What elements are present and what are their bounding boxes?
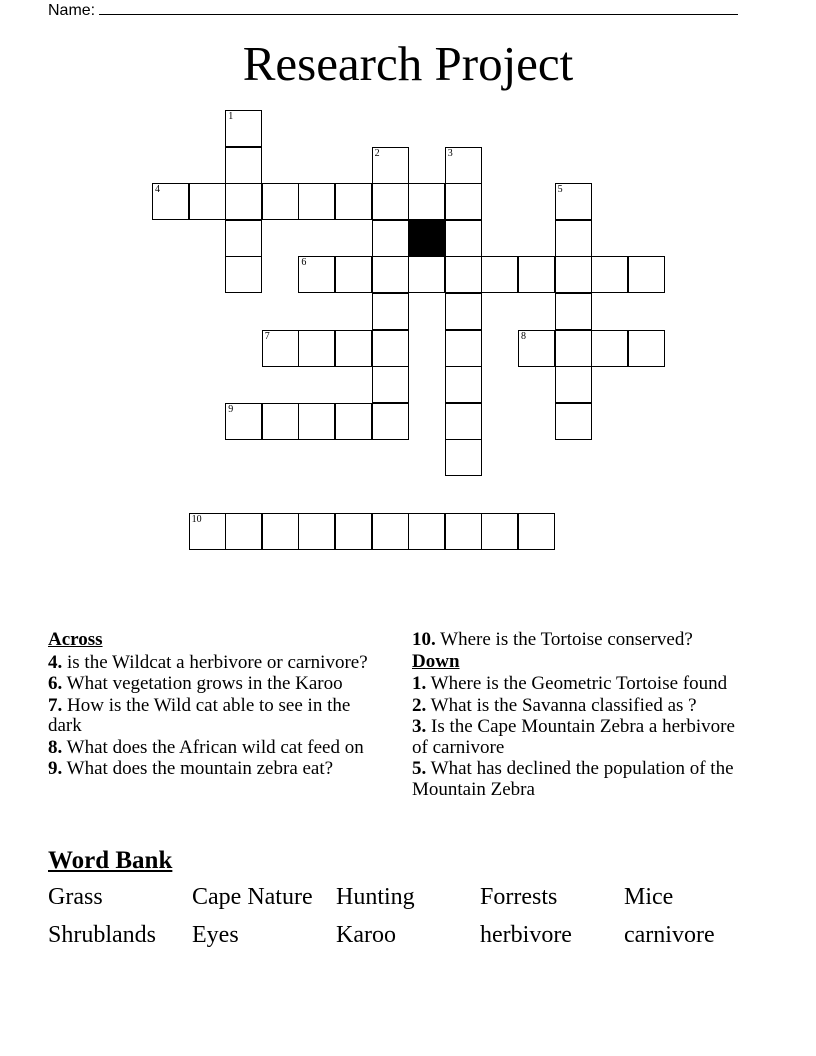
clue-text: What vegetation grows in the Karoo [66,673,343,694]
word-bank-item: Grass [48,884,103,910]
word-bank-item: Shrublands [48,922,156,948]
crossword-cell[interactable] [481,513,518,550]
crossword-cell[interactable] [555,183,592,220]
name-label: Name: [48,2,96,19]
crossword-cell[interactable] [445,293,482,330]
crossword-cell[interactable] [591,330,628,367]
cell-number: 9 [228,403,234,415]
crossword-cell[interactable] [445,366,482,403]
word-bank-item: Forrests [480,884,558,910]
crossword-cell[interactable] [445,403,482,440]
clue-across-6 [48,674,388,695]
crossword-cell[interactable] [335,183,372,220]
clue-text: Where is the Geometric Tortoise found [430,673,728,694]
crossword-cell[interactable] [445,147,482,184]
crossword-cell[interactable] [445,256,482,293]
clue-text: What is the Savanna classified as ? [430,694,697,716]
crossword-cell[interactable] [189,183,226,220]
crossword-cell[interactable] [189,513,226,550]
cell-number: 2 [374,147,380,159]
word-bank-item: Cape Nature [192,884,313,910]
clue-number: 5. [412,758,427,779]
crossword-cell[interactable] [335,513,372,550]
crossword-cell[interactable] [555,366,592,403]
cell-number: 3 [447,147,453,159]
crossword-cell[interactable] [262,403,299,440]
crossword-cell[interactable] [335,403,372,440]
word-bank-item: herbivore [480,922,572,948]
clue-number: 2. [412,694,427,716]
clue-text: Is the Cape Mountain Zebra a herbivore of carnivore [412,716,735,758]
clue-number: 7. [48,694,63,716]
crossword-cell[interactable] [298,183,335,220]
crossword-cell[interactable] [298,513,335,550]
crossword-cell[interactable] [445,220,482,257]
clue-number: 1. [412,673,427,694]
crossword-cell[interactable] [372,330,409,367]
crossword-cell[interactable] [518,330,555,367]
down-heading: Down [412,650,460,672]
crossword-cell[interactable] [225,220,262,257]
crossword-cell[interactable] [555,403,592,440]
crossword-cell[interactable] [225,183,262,220]
crossword-cell[interactable] [372,256,409,293]
crossword-cell[interactable] [445,330,482,367]
clue-number: 8. [48,736,63,758]
crossword-black-cell [408,220,445,257]
clues-column-left [48,630,388,781]
crossword-cell[interactable] [262,513,299,550]
crossword-cell[interactable] [225,147,262,184]
crossword-cell[interactable] [408,183,445,220]
clue-across-8 [48,738,388,759]
crossword-cell[interactable] [445,513,482,550]
crossword-cell[interactable] [298,403,335,440]
word-bank-title: Word Bank [48,847,173,874]
crossword-cell[interactable] [518,513,555,550]
cell-number: 6 [301,257,307,269]
crossword-cell[interactable] [298,330,335,367]
crossword-cell[interactable] [628,256,665,293]
clue-down-5 [412,759,752,800]
word-bank [48,882,768,950]
crossword-cell[interactable] [372,293,409,330]
word-bank-item: Karoo [336,922,396,948]
clues-column-right [412,630,752,801]
word-bank-item: Mice [624,884,674,910]
crossword-cell[interactable] [445,183,482,220]
crossword-cell[interactable] [152,183,189,220]
crossword-cell[interactable] [445,439,482,476]
clue-across-4 [48,653,388,674]
clue-text: What does the African wild cat feed on [66,736,364,758]
clue-down-3 [412,717,752,758]
crossword-cell[interactable] [335,256,372,293]
crossword-cell[interactable] [262,183,299,220]
crossword-cell[interactable] [408,513,445,550]
cell-number: 8 [521,330,526,342]
crossword-cell[interactable] [555,293,592,330]
cell-number: 4 [155,184,160,196]
crossword-cell[interactable] [225,403,262,440]
clue-number: 4. [48,651,63,673]
crossword-cell[interactable] [298,256,335,293]
crossword-cell[interactable] [225,256,262,293]
cell-number: 5 [557,184,563,196]
clue-down-1 [412,674,752,695]
crossword-cell[interactable] [225,110,262,147]
crossword-cell[interactable] [372,220,409,257]
word-bank-item: carnivore [624,922,715,948]
clue-number: 3. [412,716,427,737]
crossword-cell[interactable] [372,183,409,220]
clue-text: Where is the Tortoise conserved? [440,629,693,650]
clue-number: 6. [48,673,63,694]
crossword-cell[interactable] [262,330,299,367]
cell-number: 1 [228,111,234,122]
crossword-cell[interactable] [372,403,409,440]
crossword-cell[interactable] [555,256,592,293]
page-title: Research Project [242,36,574,91]
word-bank-item: Hunting [336,884,415,910]
crossword-cell[interactable] [481,256,518,293]
crossword-cell[interactable] [225,513,262,550]
crossword-cell[interactable] [335,330,372,367]
clue-across-7 [48,696,388,737]
clue-text: How is the Wild cat able to see in the dark [48,694,351,736]
clue-text: What does the mountain zebra eat? [66,758,334,779]
crossword-cell[interactable] [372,513,409,550]
clue-text: is the Wildcat a herbivore or carnivore? [67,651,368,673]
crossword-cell[interactable] [555,220,592,257]
crossword-cell[interactable] [372,147,409,184]
clue-across-10 [412,630,752,651]
crossword-cell[interactable] [408,256,445,293]
cell-number: 7 [264,330,270,342]
clue-number: 9. [48,758,63,779]
crossword-cell[interactable] [372,366,409,403]
crossword-cell[interactable] [591,256,628,293]
across-heading: Across [48,629,103,650]
cell-number: 10 [191,513,202,525]
clue-number: 10. [412,629,436,650]
word-bank-item: Eyes [192,922,239,948]
crossword-cell[interactable] [628,330,665,367]
clue-text: What has declined the population of the Mountain Zebra [412,758,734,800]
clue-down-2 [412,696,752,717]
crossword-cell[interactable] [555,330,592,367]
clue-across-9 [48,759,388,780]
crossword-cell[interactable] [518,256,555,293]
